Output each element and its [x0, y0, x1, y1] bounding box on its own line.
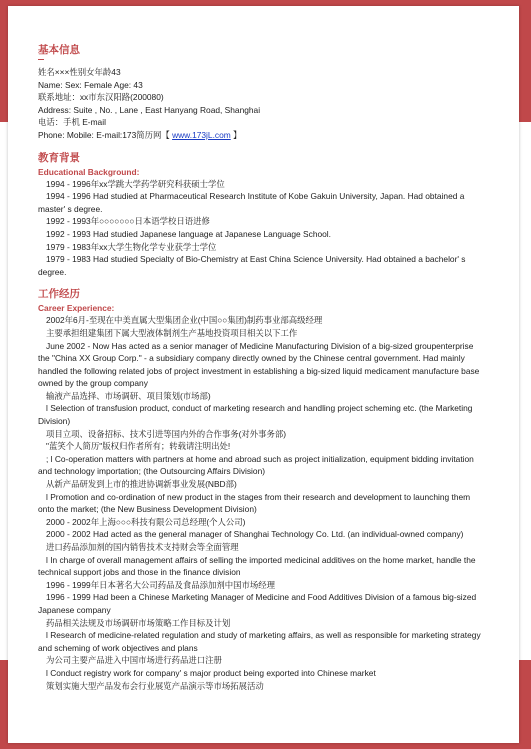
career-entry: l Research of medicine-related regulation and study of marketing affairs, as well as responsible for marketing strategy and scheming of work objectives and plans: [38, 630, 481, 653]
basic-line: 姓名×××性别女年龄43: [38, 67, 121, 77]
career-entry: 2000 - 2002 Had acted as the general manager of Shanghai Technology Co. Ltd. (an individual-owned company): [46, 529, 464, 540]
career-entry: 从新产品研发到上市的推进协调新事业发展(NBD部): [46, 479, 237, 490]
career-subheading: Career Experience:: [38, 303, 115, 314]
education-subheading: Educational Background:: [38, 166, 140, 177]
basic-line: Address: Suite , No. , Lane , East Hanyang Road, Shanghai: [38, 104, 261, 115]
education-entry: 1992 - 1993年○○○○○○○日本语学校日语进修: [46, 216, 210, 227]
education-entry: 1994 - 1996 Had studied at Pharmaceutical Research Institute of Kobe Gakuin University, Japan. Had obtained a master' s degree.: [38, 191, 465, 214]
career-entry: "蓝笑个人简历"版权归作者所有；转载请注明出处!: [46, 441, 231, 452]
basic-line: Name: Sex: Female Age: 43: [38, 79, 143, 90]
career-entry: 1996 - 1999 Had been a Chinese Marketing Manager of Medicine and Food Additives Division of a famous big-sized Japanese company: [38, 592, 477, 615]
website-link[interactable]: www.173jL.com: [172, 129, 231, 140]
career-entry: 进口药品添加剂的国内销售技术支持财会等全面管理: [46, 542, 239, 552]
career-entry: l Selection of transfusion product, conduct of marketing research and handling project scheming etc. (the Marketing Division): [38, 403, 473, 427]
career-entry: 2000 - 2002年上海○○○科技有限公司总经理(个人公司): [46, 516, 246, 527]
career-entry: l Conduct registry work for company' s major product being exported into Chinese market: [46, 667, 376, 678]
resume-page: [8, 6, 519, 743]
basic-line: 联系地址：xx市东汉阳路(200080): [38, 92, 164, 103]
career-entry: 2002年6月-至现在中美直属大型集团企业(中国○○集团)制药事业部高级经理: [46, 315, 323, 326]
career-entry: 主要承担组建集团下属大型液体制剂生产基地投资项目相关以下工作: [46, 327, 298, 338]
education-entry: 1994 - 1996年xx学跳大学药学研究科获硕士学位: [46, 178, 225, 189]
education-entry: 1992 - 1993 Had studied Japanese language at Japanese Language School.: [46, 228, 331, 239]
career-entry: 1996 - 1999年日本著名大公司药品及食品添加剂中国市场经理: [46, 579, 275, 590]
career-entry: l Promotion and co-ordination of new product in the stages from their research and development to launching them onto the market; (the New Business Development Division): [38, 491, 471, 515]
education-list: [38, 178, 484, 279]
career-section: [38, 287, 484, 692]
education-section: [38, 151, 484, 279]
basic-info-heading: 基本信息: [38, 44, 80, 56]
link-bracket: 】: [233, 129, 242, 140]
education-entry: 1979 - 1983 Had studied Specialty of Bio-Chemistry at East China Science University. Had obtained a bachelor' s degree.: [38, 254, 466, 277]
career-entry: 为公司主要产品进入中国市场进行药品进口注册: [46, 655, 222, 666]
career-list: [38, 314, 484, 692]
career-entry: l In charge of overall management affairs of selling the imported medicinal additives on the home market, handle the technical support jobs and those in the finance division: [38, 554, 476, 578]
education-heading: 教育背景: [38, 151, 80, 164]
phone-label: Phone: Mobile: E-mail:173简历网【: [38, 129, 170, 140]
career-entry: 输液产品选择、市场调研、项目策划(市场部): [46, 390, 211, 401]
education-entry: 1979 - 1983年xx大学生物化学专业获学士学位: [46, 241, 217, 252]
basic-info-section: [38, 43, 484, 142]
career-entry: 药品相关法规及市场调研市场策略工作目标及计划: [46, 617, 231, 628]
career-entry: 项目立项、设备招标、技术引进等国内外的合作事务(对外事务部): [46, 428, 287, 439]
career-entry: ; l Co-operation matters with partners at home and abroad such as project initialization, equipment bidding invitation and technology importation; (the Outsourcing Affairs Division): [38, 453, 474, 477]
phone-line: [38, 129, 484, 142]
career-entry: June 2002 - Now Has acted as a senior manager of Medicine Manufacturing Division of a big-sized groupenterprise the "China XX Group Corp." - a subsidiary company directly owned by the Chinese central government. Had mainly handled the following related jobs of project investment in establishing a big-sized liquid medicament manufacture base owned by the group company: [38, 340, 480, 389]
career-heading: 工作经历: [38, 288, 80, 301]
resume-content: [38, 40, 484, 692]
career-entry: 策划实施大型产品发布会行业展览产品演示等市场拓展活动: [46, 680, 264, 691]
basic-line: 电话：手机 E-mail: [38, 117, 106, 128]
